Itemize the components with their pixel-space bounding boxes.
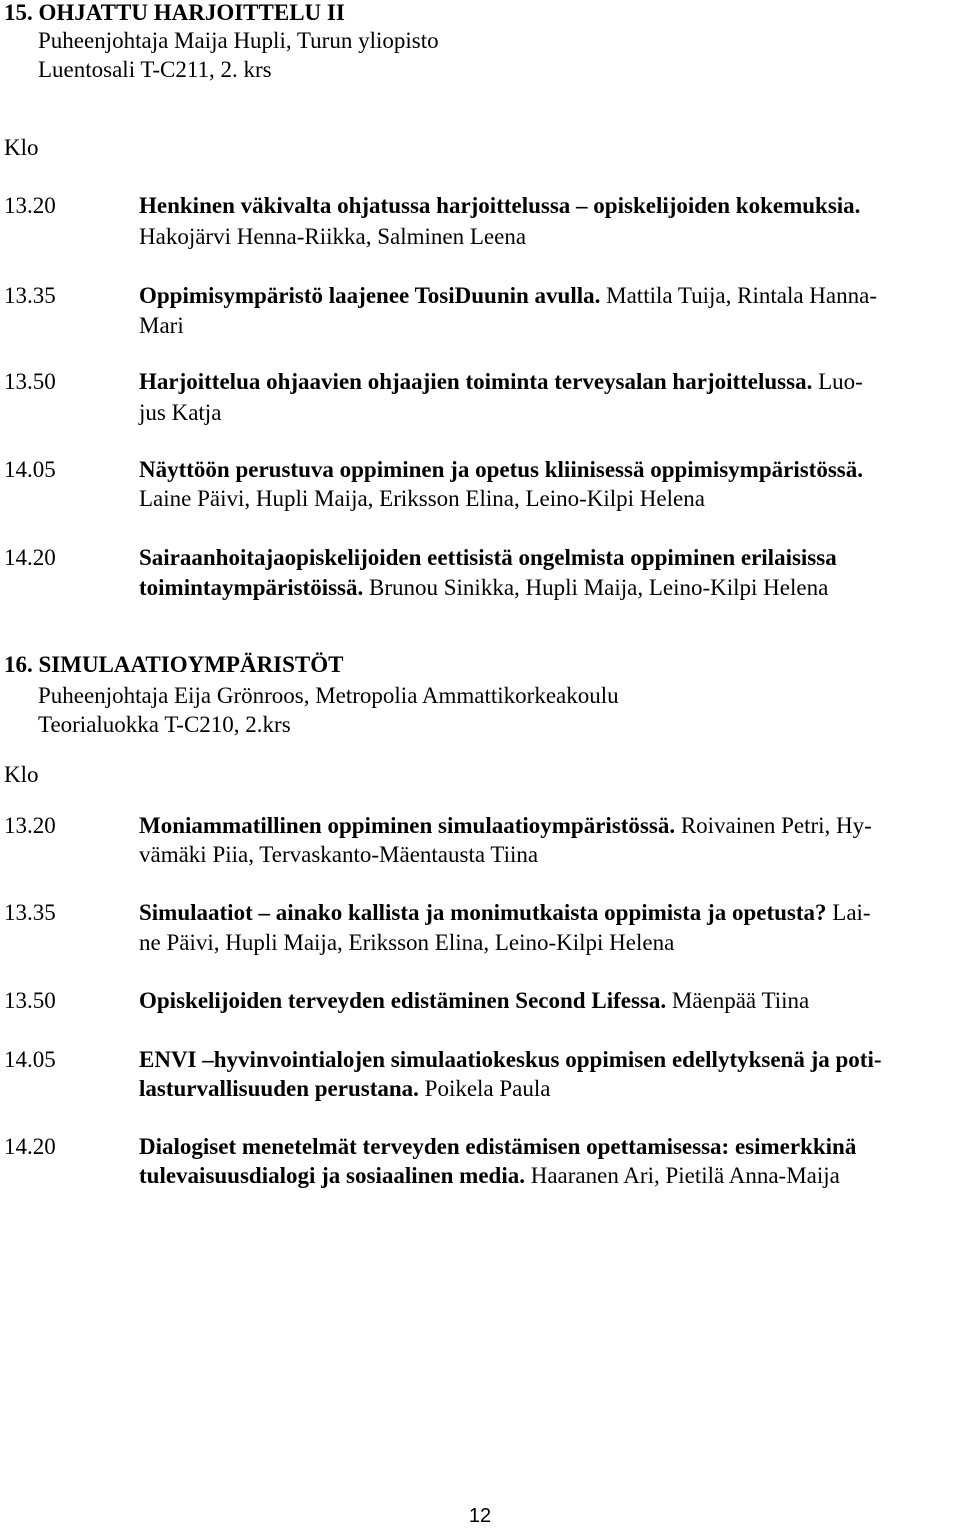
session-authors-cont: Poikela Paula xyxy=(418,1076,551,1101)
session-authors-cont: Laine Päivi, Hupli Maija, Eriksson Elina, Leino-Kilpi Helena xyxy=(139,486,705,511)
session-line-1 xyxy=(139,281,877,311)
session-line-2 xyxy=(139,573,828,603)
session-authors-cont: Mari xyxy=(139,313,184,338)
session-authors-cont: Hakojärvi Henna-Riikka, Salminen Leena xyxy=(139,224,527,249)
session-line-1 xyxy=(139,367,863,397)
session-title: Sairaanhoitajaopiskelijoiden eettisistä ongelmista oppiminen erilaisissa xyxy=(139,545,837,570)
klo-label: Klo xyxy=(4,135,39,160)
session-time: 13.35 xyxy=(4,283,56,308)
session-title-cont: lasturvallisuuden perustana. xyxy=(139,1076,419,1101)
session-authors-cont: Haaranen Ari, Pietilä Anna-Maija xyxy=(524,1163,840,1188)
session-time: 14.20 xyxy=(4,1134,56,1159)
session-room: Teorialuokka T-C210, 2.krs xyxy=(38,712,291,737)
session-line-1 xyxy=(139,455,863,485)
session-time: 13.20 xyxy=(4,813,56,838)
session-title: Dialogiset menetelmät terveyden edistämisen opettamisessa: esimerkkinä xyxy=(139,1134,857,1159)
session-chair: Puheenjohtaja Maija Hupli, Turun yliopisto xyxy=(38,28,439,53)
session-title: Opiskelijoiden terveyden edistäminen Second Lifessa. xyxy=(139,988,667,1013)
session-line-2 xyxy=(139,1074,551,1104)
session-authors-cont: vämäki Piia, Tervaskanto-Mäentausta Tiina xyxy=(139,842,539,867)
session-title: Oppimisympäristö laajenee TosiDuunin avulla. xyxy=(139,283,601,308)
session-title: Näyttöön perustuva oppiminen ja opetus kliinisessä oppimisympäristössä. xyxy=(139,457,863,482)
session-title: ENVI –hyvinvointialojen simulaatiokeskus oppimisen edellytyksenä ja poti- xyxy=(139,1047,882,1072)
session-line-1 xyxy=(139,811,872,841)
session-authors-cont: ne Päivi, Hupli Maija, Eriksson Elina, Leino-Kilpi Helena xyxy=(139,930,675,955)
session-line-2 xyxy=(139,484,705,514)
session-line-2 xyxy=(139,840,538,870)
session-title-cont: toimintaympäristöissä. xyxy=(139,575,364,600)
session-authors: Lai- xyxy=(826,900,871,925)
session-time: 14.20 xyxy=(4,545,56,570)
session-room: Luentosali T-C211, 2. krs xyxy=(38,57,272,82)
session-authors-cont: Brunou Sinikka, Hupli Maija, Leino-Kilpi Helena xyxy=(363,575,829,600)
session-line-2 xyxy=(139,928,674,958)
session-line-1 xyxy=(139,898,871,928)
session-authors-cont: jus Katja xyxy=(139,400,222,425)
session-time: 13.50 xyxy=(4,369,56,394)
session-line-1 xyxy=(139,1045,882,1075)
section-heading: 15. OHJATTU HARJOITTELU II xyxy=(4,0,345,25)
session-line-2 xyxy=(139,1161,840,1191)
session-time: 14.05 xyxy=(4,1047,56,1072)
session-line-2 xyxy=(139,311,184,341)
page-number: 12 xyxy=(468,1505,492,1527)
session-authors: Luo- xyxy=(812,369,863,394)
session-authors: Mäenpää Tiina xyxy=(666,988,810,1013)
session-title: Moniammatillinen oppiminen simulaatioympäristössä. xyxy=(139,813,676,838)
session-title: Henkinen väkivalta ohjatussa harjoittelussa – opiskelijoiden kokemuksia. xyxy=(139,193,861,218)
session-title: Simulaatiot – ainako kallista ja monimutkaista oppimista ja opetusta? xyxy=(139,900,827,925)
section-heading: 16. SIMULAATIOYMPÄRISTÖT xyxy=(4,652,344,677)
session-line-2 xyxy=(139,398,221,428)
session-time: 13.20 xyxy=(4,193,56,218)
session-title-cont: tulevaisuusdialogi ja sosiaalinen media. xyxy=(139,1163,525,1188)
session-chair: Puheenjohtaja Eija Grönroos, Metropolia Ammattikorkeakoulu xyxy=(38,683,619,708)
session-authors: Roivainen Petri, Hy- xyxy=(675,813,872,838)
klo-label: Klo xyxy=(4,762,39,787)
session-line-1 xyxy=(139,1132,856,1162)
session-authors: Mattila Tuija, Rintala Hanna- xyxy=(600,283,877,308)
session-line-2 xyxy=(139,222,526,252)
session-time: 13.50 xyxy=(4,988,56,1013)
session-time: 14.05 xyxy=(4,457,56,482)
session-line-1 xyxy=(139,986,809,1016)
session-line-1 xyxy=(139,191,860,221)
session-title: Harjoittelua ohjaavien ohjaajien toiminta terveysalan harjoittelussa. xyxy=(139,369,813,394)
session-time: 13.35 xyxy=(4,900,56,925)
session-line-1 xyxy=(139,543,837,573)
